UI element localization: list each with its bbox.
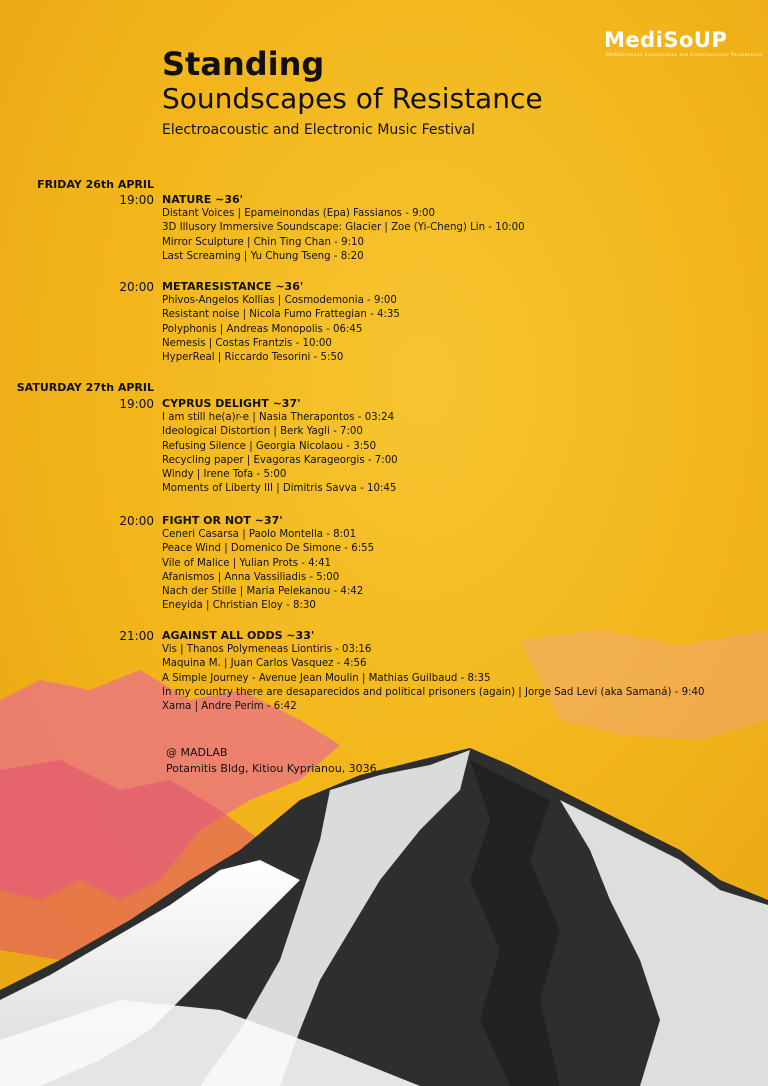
day-label-friday: FRIDAY 26th APRIL <box>37 178 154 191</box>
session-time: 20:00 <box>119 280 154 294</box>
list-item: Nach der Stille | Maria Pelekanou - 4:42 <box>162 586 364 598</box>
medisoup-logo: MediSoUP <box>604 28 728 52</box>
track-list <box>162 643 704 714</box>
poster-title: Standing <box>162 45 325 83</box>
list-item: Xama | Andre Perim - 6:42 <box>162 701 297 713</box>
poster-title-line2: Soundscapes of Resistance <box>162 82 543 115</box>
list-item: Distant Voices | Epameinondas (Epa) Fassianos - 9:00 <box>162 208 436 219</box>
list-item: Mirror Sculpture | Chin Ting Chan - 9:10 <box>162 236 364 248</box>
day-label-saturday: SATURDAY 27th APRIL <box>16 381 154 394</box>
session-time: 19:00 <box>119 397 154 411</box>
list-item: Nemesis | Costas Frantzis - 10:00 <box>162 337 332 349</box>
list-item: Vis | Thanos Polymeneas Liontiris - 03:16 <box>162 644 372 655</box>
list-item: Afanismos | Anna Vassiliadis - 5:00 <box>162 571 340 583</box>
venue-name: @ MADLAB <box>166 746 228 759</box>
poster-subtitle: Electroacoustic and Electronic Music Festival <box>162 122 475 138</box>
session-title: METARESISTANCE ~36' <box>162 280 304 293</box>
list-item: Vile of Malice | Yulian Prots - 4:41 <box>162 557 332 569</box>
session-title: AGAINST ALL ODDS ~33' <box>162 629 315 642</box>
list-item: Polyphonis | Andreas Monopolis - 06:45 <box>162 323 363 335</box>
list-item: Moments of Liberty III | Dimitris Savva - 10:45 <box>162 483 397 495</box>
venue-info <box>166 745 377 777</box>
list-item: In my country there are desaparecidos and political prisoners (again) | Jorge Sad Levi (aka Samaná) - 9:40 <box>162 686 705 698</box>
list-item: Resistant noise | Nicola Fumo Frattegian - 4:35 <box>162 309 400 321</box>
list-item: Eneyida | Christian Eloy - 8:30 <box>162 600 316 612</box>
track-list <box>162 207 525 264</box>
list-item: Ideological Distortion | Berk Yagli - 7:00 <box>162 426 363 438</box>
list-item: A Simple Journey - Avenue Jean Moulin | Mathias Guilbaud - 8:35 <box>162 672 491 684</box>
list-item: I am still he(a)r-e | Nasia Therapontos - 03:24 <box>162 412 395 423</box>
session-time: 19:00 <box>119 193 154 207</box>
list-item: Peace Wind | Domenico De Simone - 6:55 <box>162 543 375 555</box>
list-item: Windy | Irene Tofa - 5:00 <box>162 469 287 481</box>
list-item: Recycling paper | Evagoras Karageorgis - 7:00 <box>162 454 398 466</box>
session-time: 20:00 <box>119 514 154 528</box>
list-item: Ceneri Casarsa | Paolo Montella - 8:01 <box>162 529 357 540</box>
track-list <box>162 294 400 365</box>
list-item: Refusing Silence | Georgia Nicolaou - 3:50 <box>162 440 377 452</box>
list-item: HyperReal | Riccardo Tesorini - 5:50 <box>162 352 344 364</box>
list-item: Maquina M. | Juan Carlos Vasquez - 4:56 <box>162 658 367 670</box>
list-item: Phivos-Angelos Kollias | Cosmodemonia - 9:00 <box>162 295 397 306</box>
session-title: FIGHT OR NOT ~37' <box>162 514 283 527</box>
session-title: CYPRUS DELIGHT ~37' <box>162 397 301 410</box>
track-list <box>162 528 374 614</box>
list-item: 3D Illusory Immersive Soundscape: Glacier | Zoe (Yi-Cheng) Lin - 10:00 <box>162 222 525 234</box>
logo-tagline: Mediterranean Soundscapes and Electroacoustic Perspectives <box>606 53 763 58</box>
session-title: NATURE ~36' <box>162 193 244 206</box>
track-list <box>162 411 398 497</box>
venue-address: Potamitis Bldg, Kitiou Kyprianou, 3036 <box>166 762 377 775</box>
list-item: Last Screaming | Yu Chung Tseng - 8:20 <box>162 250 364 262</box>
session-time: 21:00 <box>119 629 154 643</box>
